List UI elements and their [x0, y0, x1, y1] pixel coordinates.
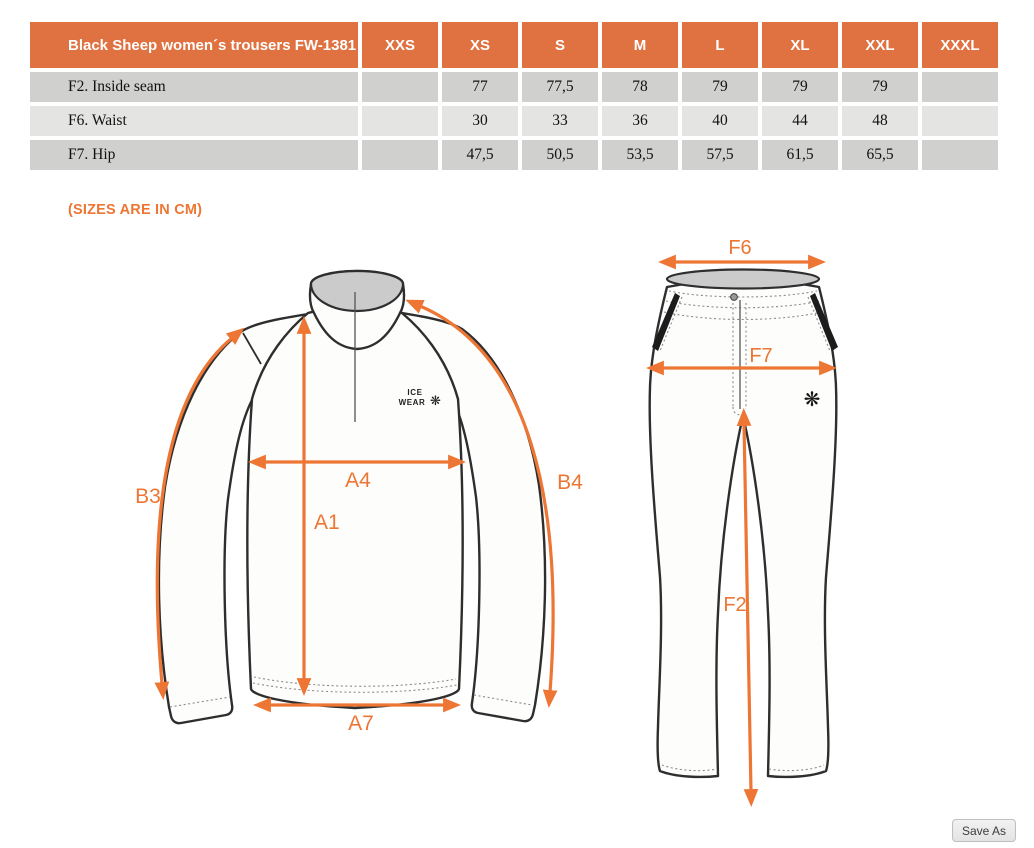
col-header-xxs: XXS [362, 22, 438, 68]
cell: 79 [842, 72, 918, 102]
cell [362, 140, 438, 170]
cell: 77,5 [522, 72, 598, 102]
cell: 79 [762, 72, 838, 102]
logo-text-ice: ICE [407, 388, 423, 397]
measurement-label-b4: B4 [557, 471, 583, 494]
cell: 36 [602, 106, 678, 136]
cell [362, 106, 438, 136]
logo-text-wear: WEAR [398, 398, 426, 407]
row-label: F7. Hip [30, 140, 358, 170]
sizes-note: (SIZES ARE IN CM) [68, 202, 203, 218]
snowflake-icon: ❋ [430, 393, 441, 408]
measurement-label-f7: F7 [749, 345, 773, 367]
table-title: Black Sheep women´s trousers FW-1381 [30, 22, 358, 68]
size-table [26, 18, 1002, 174]
trousers-outline [650, 270, 838, 777]
cell: 77 [442, 72, 518, 102]
cell: 53,5 [602, 140, 678, 170]
col-header-s: S [522, 22, 598, 68]
measurement-label-f6: F6 [728, 237, 752, 259]
cell: 30 [442, 106, 518, 136]
waistband-opening [667, 270, 819, 289]
cell: 33 [522, 106, 598, 136]
col-header-xl: XL [762, 22, 838, 68]
col-header-l: L [682, 22, 758, 68]
row-label: F6. Waist [30, 106, 358, 136]
save-as-button[interactable]: Save As [952, 819, 1016, 842]
measurement-label-f2: F2 [723, 594, 747, 616]
cell: 50,5 [522, 140, 598, 170]
col-header-xxl: XXL [842, 22, 918, 68]
table-row [30, 140, 998, 170]
cell: 65,5 [842, 140, 918, 170]
cell: 61,5 [762, 140, 838, 170]
trousers-diagram [630, 237, 860, 822]
measurement-label-a4: A4 [345, 469, 371, 492]
cell: 48 [842, 106, 918, 136]
table-row [30, 72, 998, 102]
snowflake-icon: ❋ [803, 389, 821, 411]
cell [922, 140, 998, 170]
cell [362, 72, 438, 102]
cell: 57,5 [682, 140, 758, 170]
cell: 44 [762, 106, 838, 136]
table-header-row [30, 22, 998, 68]
col-header-xxxl: XXXL [922, 22, 998, 68]
sweater-outline [159, 271, 545, 723]
measurement-label-b3: B3 [135, 485, 161, 508]
cell [922, 106, 998, 136]
cell: 79 [682, 72, 758, 102]
cell: 47,5 [442, 140, 518, 170]
cell [922, 72, 998, 102]
waist-button [731, 294, 738, 301]
cell: 78 [602, 72, 678, 102]
sweater-diagram [112, 252, 592, 764]
measurement-label-a7: A7 [348, 712, 374, 735]
row-label: F2. Inside seam [30, 72, 358, 102]
cell: 40 [682, 106, 758, 136]
measurement-label-a1: A1 [314, 511, 340, 534]
col-header-m: M [602, 22, 678, 68]
table-row [30, 106, 998, 136]
col-header-xs: XS [442, 22, 518, 68]
